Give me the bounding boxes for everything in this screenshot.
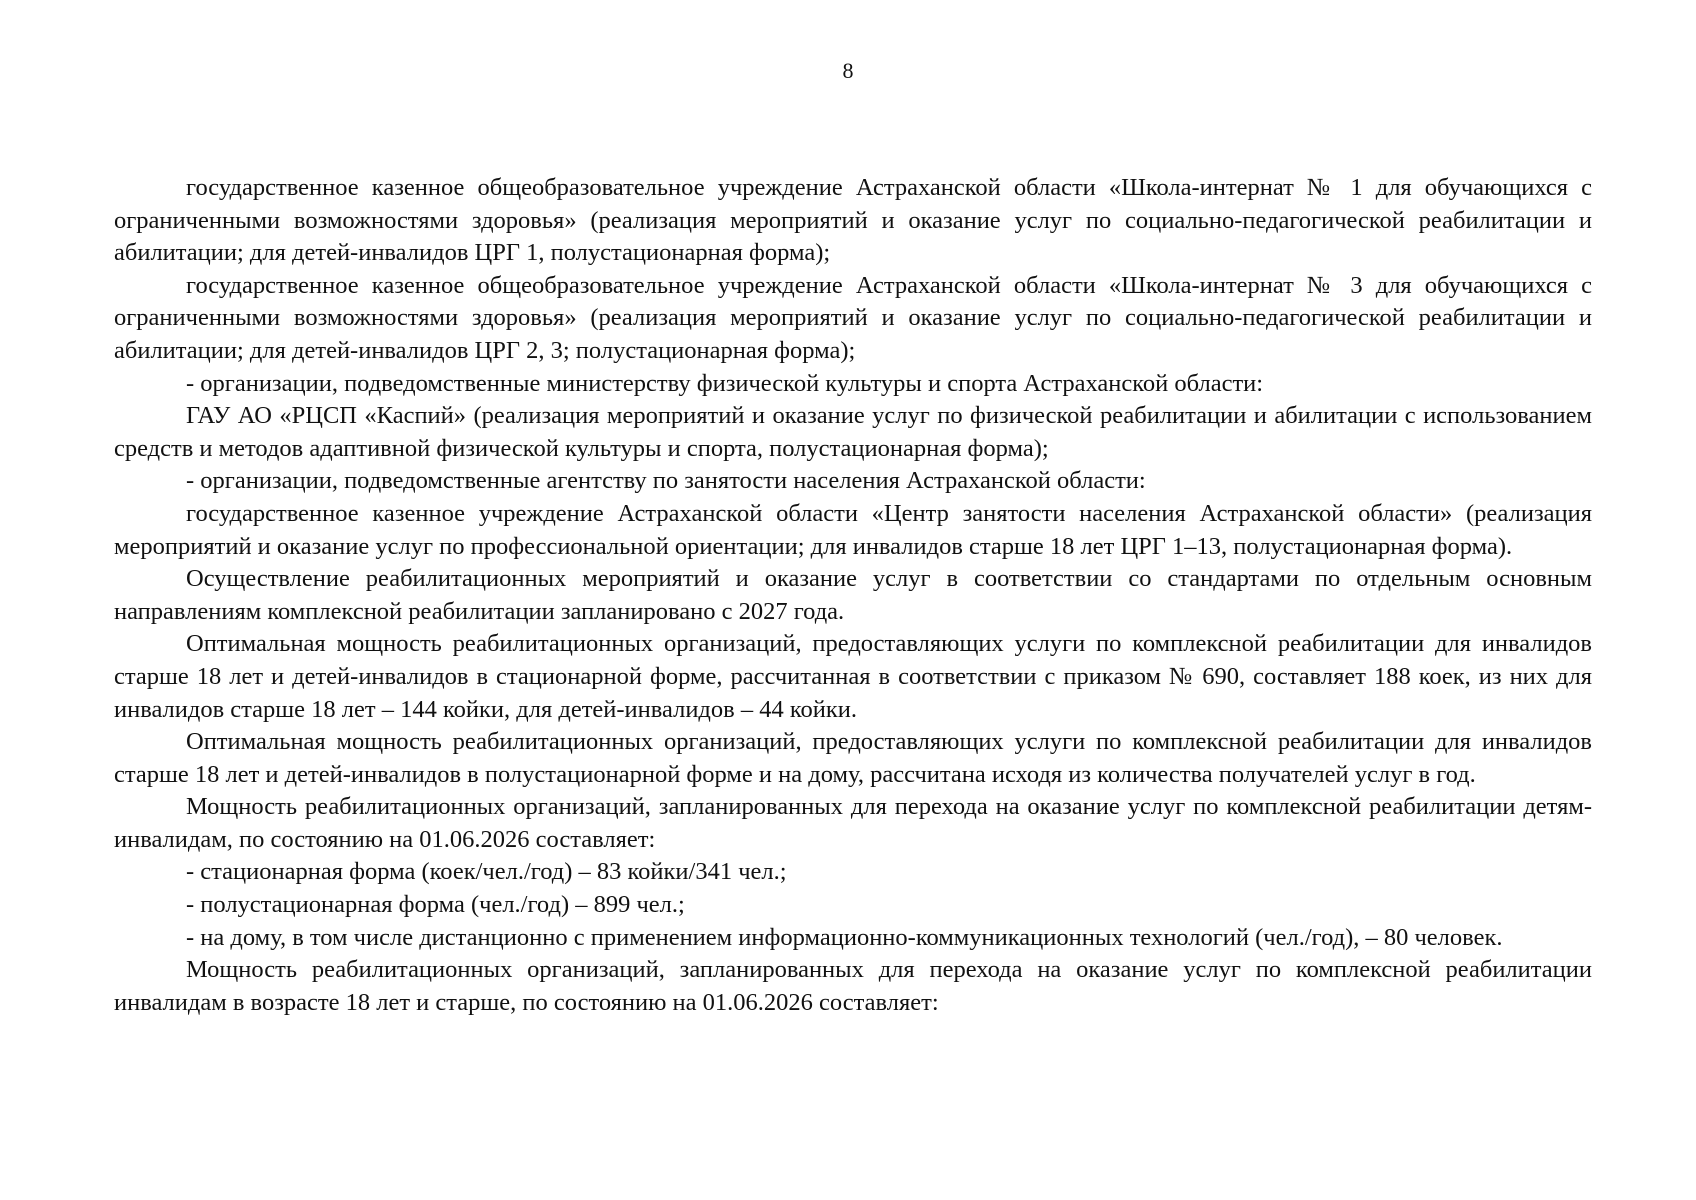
paragraph-employment-agency: - организации, подведомственные агентству по занятости населения Астраханской области: [186,467,1146,495]
list-item-inpatient: - стационарная форма (коек/чел./год) – 83 койки/341 чел.; [186,858,787,886]
paragraph-sport-ministry: - организации, подведомственные министерству физической культуры и спорта Астраханской области: [186,369,1264,397]
paragraph-adults-capacity: Мощность реабилитационных организаций, запланированных для перехода на оказание услуг по комплексной реабилитации инвалидам в возрасте 18 лет и старше, по состоянию на 01.06.2026 составляет: [114,956,1592,1016]
paragraph-employment-center: государственное казенное учреждение Астраханской области «Центр занятости населения Астраханской области» (реализация мероприятий и оказание услуг по профессиональной ориентации; для инвалидов старше 18 лет ЦРГ 1–13, полустационарная форма). [114,499,1592,560]
list-item-semi-inpatient: - полустационарная форма (чел./год) – 899 чел.; [186,891,685,919]
paragraph-school-1: государственное казенное общеобразовательное учреждение Астраханской области «Школа-интернат № 1 для обучающихся с ограниченными возможностями здоровья» (реализация мероприятий и оказание услуг по социально-педагогической реабилитации и абилитации; для детей-инвалидов ЦРГ 1, полустационарная форма); [114,174,1592,267]
document-body [114,172,1592,1019]
paragraph-school-3: государственное казенное общеобразовательное учреждение Астраханской области «Школа-интернат № 3 для обучающихся с ограниченными возможностями здоровья» (реализация мероприятий и оказание услуг по социально-педагогической реабилитации и абилитации; для детей-инвалидов ЦРГ 2, 3; полустационарная форма); [114,271,1592,364]
paragraph-inpatient-capacity: Оптимальная мощность реабилитационных организаций, предоставляющих услуги по комплексной реабилитации для инвалидов старше 18 лет и детей-инвалидов в стационарной форме, рассчитанная в соответствии с приказом № 690, составляет 188 коек, из них для инвалидов старше 18 лет – 144 койки, для детей-инвалидов – 44 койки. [114,630,1592,723]
paragraph-children-capacity: Мощность реабилитационных организаций, запланированных для перехода на оказание услуг по комплексной реабилитации детям-инвалидам, по состоянию на 01.06.2026 составляет: [114,793,1592,853]
paragraph-standards-2027: Осуществление реабилитационных мероприятий и оказание услуг в соответствии со стандартами по отдельным основным направлениям комплексной реабилитации запланировано с 2027 года. [114,565,1592,625]
page-number: 8 [842,58,854,83]
paragraph-kaspiy: ГАУ АО «РЦСП «Каспий» (реализация мероприятий и оказание услуг по физической реабилитации и абилитации с использованием средств и методов адаптивной физической культуры и спорта, полустационарная форма); [114,402,1592,462]
paragraph-outpatient-capacity: Оптимальная мощность реабилитационных организаций, предоставляющих услуги по комплексной реабилитации для инвалидов старше 18 лет и детей-инвалидов в полустационарной форме и на дому, рассчитана исходя из количества получателей услуг в год. [114,728,1592,788]
list-item-home: - на дому, в том числе дистанционно с применением информационно-коммуникационных технологий (чел./год), – 80 человек. [186,923,1503,951]
